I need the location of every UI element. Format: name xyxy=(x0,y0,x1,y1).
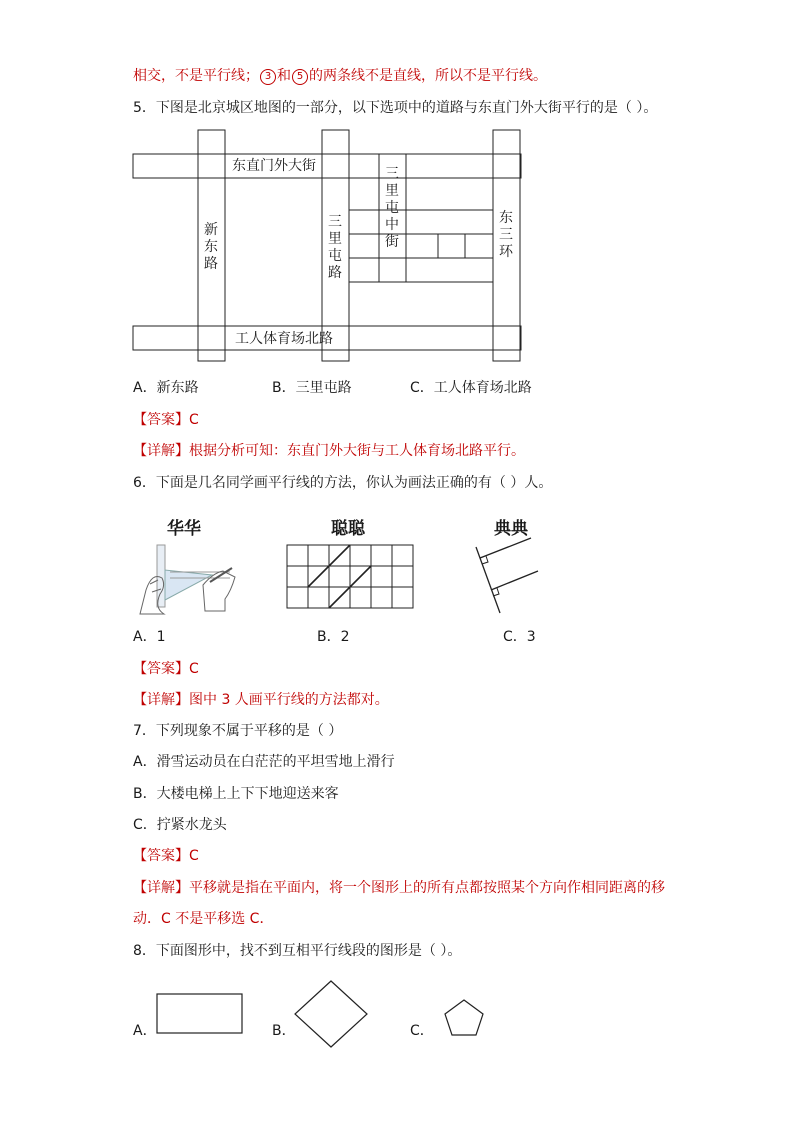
q8-label-b: B． xyxy=(272,1023,296,1039)
q5-option-b: B．三里屯路 xyxy=(272,380,352,396)
q6-detail: 【详解】图中 3 人画平行线的方法都对。 xyxy=(133,692,389,708)
q7-stem: 7．下列现象不属于平移的是（ ） xyxy=(133,723,343,739)
shape-rectangle xyxy=(157,994,242,1033)
q7-option-a: A．滑雪运动员在白茫茫的平坦雪地上滑行 xyxy=(133,754,395,770)
q7-detail-cont: 动．C 不是平移选 C． xyxy=(133,911,274,927)
q6-option-c: C．3 xyxy=(503,629,536,645)
q8-label-c: C． xyxy=(410,1023,434,1039)
circled-3: 3 xyxy=(260,69,276,85)
q7-option-b: B．大楼电梯上上下下地迎送来客 xyxy=(133,786,339,802)
q5-option-a: A．新东路 xyxy=(133,380,199,396)
q5-detail: 【详解】根据分析可知：东直门外大街与工人体育场北路平行。 xyxy=(133,443,525,459)
q7-detail: 【详解】平移就是指在平面内，将一个图形上的所有点都按照某个方向作相同距离的移 xyxy=(133,880,665,896)
q4-explanation-tail: 相交，不是平行线； 3 和 5 的两条线不是直线，所以不是平行线。 xyxy=(133,68,547,84)
huahua-drawing xyxy=(140,545,235,614)
q7-answer: 【答案】C xyxy=(133,848,199,864)
q5-option-c: C．工人体育场北路 xyxy=(410,380,532,396)
q8-stem: 8．下面图形中，找不到互相平行线段的图形是（ ）。 xyxy=(133,943,462,959)
diandian-lines xyxy=(476,538,538,613)
name-diandian: 典典 xyxy=(494,519,528,539)
name-huahua: 华华 xyxy=(167,519,201,539)
q5-answer: 【答案】C xyxy=(133,412,199,428)
q8-label-a: A． xyxy=(133,1023,157,1039)
q5-stem: 5．下图是北京城区地图的一部分，以下选项中的道路与东直门外大街平行的是（ ）。 xyxy=(133,100,658,116)
shape-rhombus xyxy=(295,981,367,1047)
congcong-grid xyxy=(287,545,413,608)
label-gongti: 工人体育场北路 xyxy=(235,331,333,347)
q6-stem: 6．下面是几名同学画平行线的方法，你认为画法正确的有（ ）人。 xyxy=(133,475,553,491)
shape-pentagon xyxy=(445,1000,483,1035)
label-dongzhimen: 东直门外大街 xyxy=(232,158,316,174)
name-congcong: 聪聪 xyxy=(331,519,365,539)
circled-5: 5 xyxy=(292,69,308,85)
q7-option-c: C．拧紧水龙头 xyxy=(133,817,227,833)
q6-option-b: B．2 xyxy=(317,629,350,645)
q6-option-a: A．1 xyxy=(133,629,166,645)
q6-answer: 【答案】C xyxy=(133,661,199,677)
